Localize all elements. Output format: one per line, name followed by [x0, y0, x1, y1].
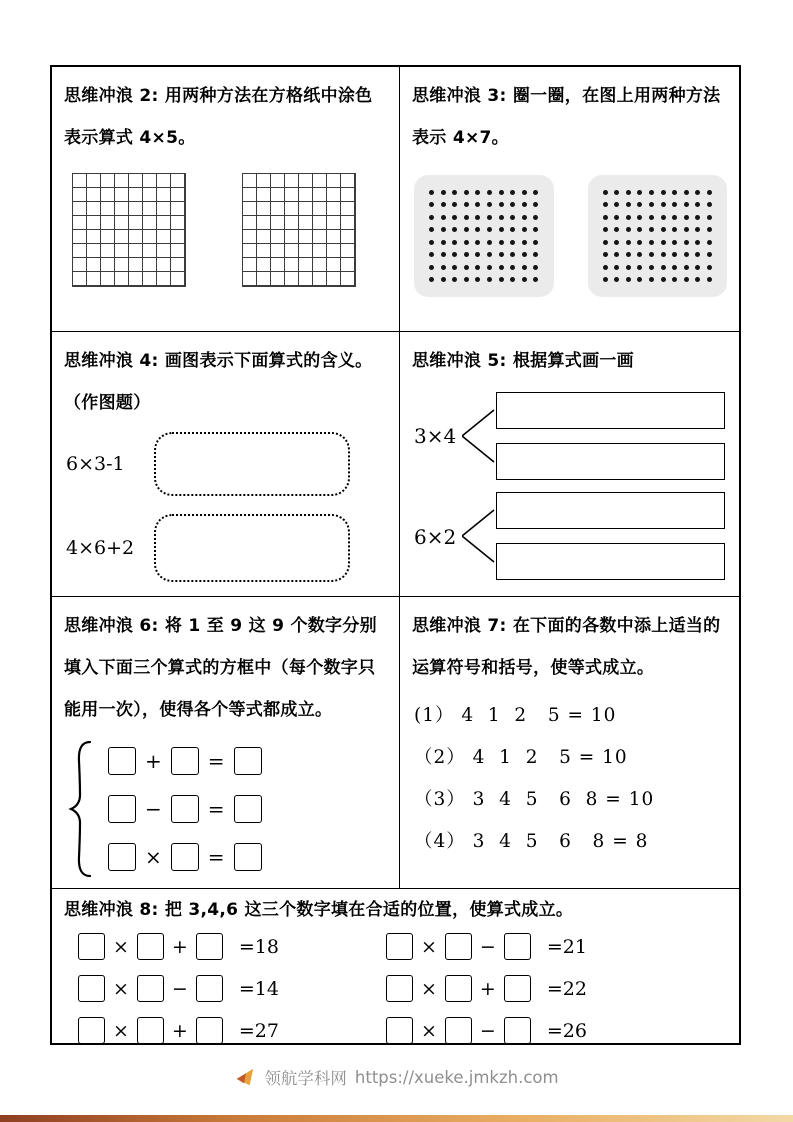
- draw-rect[interactable]: [496, 392, 725, 429]
- operator: −: [145, 797, 162, 821]
- operator: +: [171, 1019, 188, 1042]
- answer-box[interactable]: [137, 1017, 164, 1043]
- equation-result: =21: [546, 935, 587, 958]
- fill-equation-row: [78, 975, 378, 1002]
- equals-sign: =: [207, 797, 225, 821]
- answer-box[interactable]: [504, 975, 531, 1002]
- fill-equation-row: [78, 933, 378, 960]
- answer-box[interactable]: [171, 843, 199, 871]
- answer-box[interactable]: [386, 933, 413, 960]
- operator: −: [479, 1019, 496, 1042]
- answer-box[interactable]: [108, 843, 136, 871]
- answer-box[interactable]: [445, 975, 472, 1002]
- equation-result: =26: [546, 1019, 587, 1042]
- number-line: (1） 4 1 2 5 = 10: [414, 705, 617, 726]
- expression-row-2: [64, 514, 387, 582]
- answer-box[interactable]: [196, 1017, 223, 1043]
- problem-cell-3: [400, 67, 739, 332]
- problem-6-title: 思维冲浪 6: 将 1 至 9 这 9 个数字分别填入下面三个算式的方框中（每个数字只能用一次），使得各个等式都成立。: [64, 616, 377, 720]
- footer-site-url[interactable]: https://xueke.jmkzh.com: [354, 1067, 559, 1087]
- draw-rect[interactable]: [496, 492, 725, 529]
- fill-equation-row: [386, 933, 587, 960]
- fill-equation-row: [108, 747, 262, 775]
- operator: ×: [421, 1019, 437, 1042]
- answer-box[interactable]: [78, 975, 105, 1002]
- equation-list: [108, 747, 262, 871]
- answer-box[interactable]: [171, 747, 199, 775]
- problem-8-title: 思维冲浪 8: 把 3,4,6 这三个数字填在合适的位置，使算式成立。: [64, 900, 574, 920]
- answer-box[interactable]: [504, 933, 531, 960]
- fill-equation-row: [386, 975, 587, 1002]
- answer-box[interactable]: [137, 933, 164, 960]
- answer-box[interactable]: [108, 747, 136, 775]
- answer-box[interactable]: [234, 795, 262, 823]
- draw-rects: [496, 492, 725, 580]
- connector-lines: [462, 492, 496, 580]
- operator: ×: [113, 977, 129, 1000]
- operator: ×: [145, 845, 162, 869]
- draw-group-2: [412, 492, 727, 582]
- equation-block: [66, 739, 387, 879]
- draw-group-1: [412, 392, 727, 480]
- operator: +: [145, 749, 162, 773]
- grid-paper-left[interactable]: [72, 173, 186, 287]
- number-lines: [412, 695, 727, 863]
- problem-2-title: 思维冲浪 2: 用两种方法在方格纸中涂色表示算式 4×5。: [64, 86, 373, 148]
- answer-box[interactable]: [78, 1017, 105, 1043]
- number-line: （4） 3 4 5 6 8 = 8: [414, 831, 649, 852]
- problem-cell-5: [400, 332, 739, 597]
- fill-equation-row: [108, 843, 262, 871]
- problem-5-title: 思维冲浪 5: 根据算式画一画: [412, 351, 634, 371]
- answer-box[interactable]: [504, 1017, 531, 1043]
- grid-paper-row: [64, 173, 387, 287]
- answer-box[interactable]: [445, 933, 472, 960]
- answer-box[interactable]: [108, 795, 136, 823]
- dot-array-left[interactable]: [414, 175, 554, 297]
- equals-sign: =: [207, 749, 225, 773]
- answer-box[interactable]: [196, 933, 223, 960]
- operator: ×: [421, 977, 437, 1000]
- site-logo-icon: [234, 1066, 256, 1088]
- operator: ×: [113, 1019, 129, 1042]
- problem-cell-8: [52, 889, 739, 1043]
- draw-rects: [496, 392, 725, 480]
- equation-result: =22: [546, 977, 587, 1000]
- problem-4-title: 思维冲浪 4: 画图表示下面算式的含义。（作图题）: [64, 351, 373, 413]
- grid-paper-right[interactable]: [242, 173, 356, 287]
- dot-array-right[interactable]: [588, 175, 728, 297]
- operator: ×: [113, 935, 129, 958]
- connector-lines: [462, 392, 496, 480]
- problem-cell-4: [52, 332, 400, 597]
- worksheet-table: [50, 65, 741, 1045]
- equals-sign: =: [207, 845, 225, 869]
- operator: +: [171, 935, 188, 958]
- bottom-accent-bar: [0, 1115, 793, 1122]
- operator: −: [171, 977, 188, 1000]
- fill-equation-row: [386, 1017, 587, 1043]
- site-footer: [0, 1064, 793, 1090]
- problem-7-title: 思维冲浪 7: 在下面的各数中添上适当的运算符号和括号，使等式成立。: [412, 616, 721, 678]
- problem-3-title: 思维冲浪 3: 圈一圈，在图上用两种方法表示 4×7。: [412, 86, 721, 148]
- footer-site-name: 领航学科网: [264, 1069, 347, 1088]
- answer-box[interactable]: [234, 747, 262, 775]
- brace-icon: [66, 739, 96, 879]
- answer-box[interactable]: [171, 795, 199, 823]
- number-line: （2） 4 1 2 5 = 10: [414, 747, 628, 768]
- equation-result: =18: [238, 935, 279, 958]
- answer-box[interactable]: [386, 975, 413, 1002]
- expression-label: 6×2: [414, 525, 457, 549]
- operator: ×: [421, 935, 437, 958]
- equation-columns: [64, 933, 727, 1043]
- dotted-drawing-area-2[interactable]: [154, 514, 350, 582]
- expression-label: 3×4: [414, 424, 457, 448]
- problem-cell-6: [52, 597, 400, 889]
- equation-column-right: [386, 933, 587, 1043]
- fill-equation-row: [108, 795, 262, 823]
- draw-rect[interactable]: [496, 443, 725, 480]
- expression-label: 6×3-1: [66, 453, 125, 475]
- draw-rect[interactable]: [496, 543, 725, 580]
- answer-box[interactable]: [137, 975, 164, 1002]
- answer-box[interactable]: [386, 1017, 413, 1043]
- number-line: （3） 3 4 5 6 8 = 10: [414, 789, 655, 810]
- expression-label: 4×6+2: [66, 537, 135, 559]
- answer-box[interactable]: [234, 843, 262, 871]
- operator: −: [479, 935, 496, 958]
- answer-box[interactable]: [196, 975, 223, 1002]
- dotted-drawing-area-1[interactable]: [154, 432, 350, 496]
- answer-box[interactable]: [445, 1017, 472, 1043]
- dot-array-row: [412, 175, 727, 297]
- problem-cell-2: [52, 67, 400, 332]
- equation-column-left: [78, 933, 378, 1043]
- expression-row-1: [64, 432, 387, 496]
- problem-cell-7: [400, 597, 739, 889]
- fill-equation-row: [78, 1017, 378, 1043]
- equation-result: =14: [238, 977, 279, 1000]
- answer-box[interactable]: [78, 933, 105, 960]
- operator: +: [479, 977, 496, 1000]
- equation-result: =27: [238, 1019, 279, 1042]
